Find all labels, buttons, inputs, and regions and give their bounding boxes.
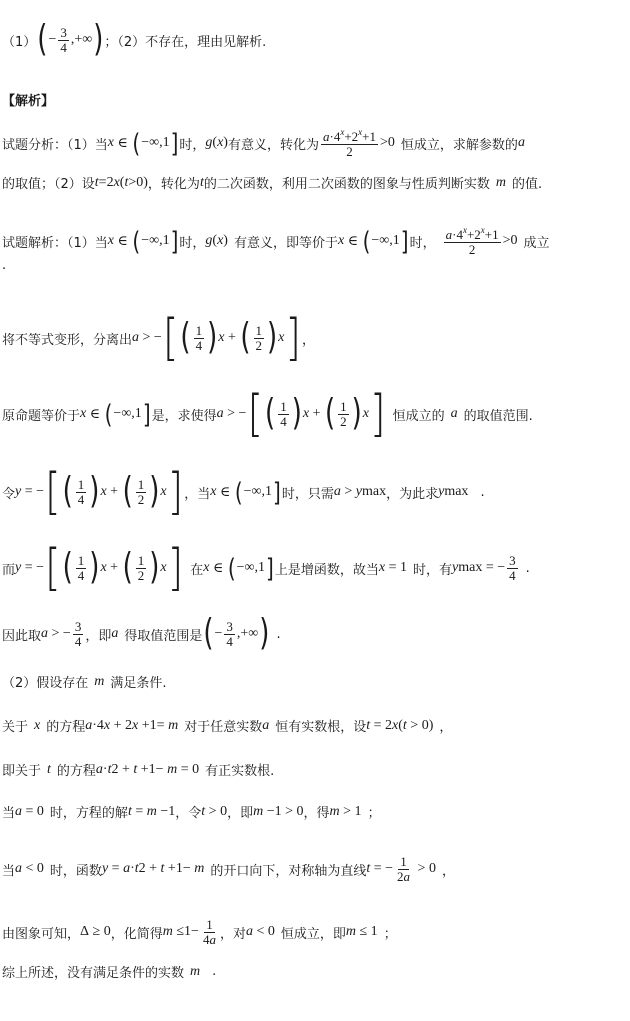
analysis-heading: 【解析】 [2,94,55,109]
solution-line-1: 试题解析：（1）当 x ∈ ( −∞,1 ] 时， g ( x ) 有意义，即等价于 x ∈ ( −∞,1 ] 时， $\frac{a\cdot 4^x+2^x+1}{2}$ >0 成立 [2,225,550,257]
answer-part1: （1） [2,34,37,50]
analysis-line-1: 试题分析：（1）当 x ∈ ( −∞,1 ] 时， g ( x ) 有意义，转化为 $\frac{a\cdot 4^x+2^x+1}{2}$ >0 恒成立，求解参数的 a [2,127,525,159]
solution-line-p3: 关于 x 的方程 a ·4 x + 2 x +1= m 对于任意实数 a 恒有实数根，设 t = 2 x ( t > 0) ， [2,717,453,735]
solution-line-p4: 即关于 t 的方程 a · t 2 + t +1− m = 0 有正实数根. [2,761,275,779]
answer-fraction: $\frac{3}{4}$ [60,25,67,55]
solution-line-p7: 由图象可知， Δ ≥ 0 ，化简得 m ≤1− $\frac{1}{4a}$ ，对 a < 0 恒成立，即 m ≤ 1 ； [2,917,397,947]
solution-line-1-dot: . [2,258,7,273]
solution-line-p5: 当 a = 0 时，方程的解 t = m −1 ，令 t > 0 ，即 m −1 > 0 ，得 m > 1 ； [2,803,381,821]
solution-line-p8: 综上所述，没有满足条件的实数 m . [2,963,217,981]
solution-line-2: 将不等式变形，分离出 a > − [ ( $\frac{1}{4}$ ) x + ( $\frac{1}{2}$ ) x ] ， [2,309,316,367]
solution-line-6: 因此取 a > − $\frac{3}{4}$ ，即 a 得取值范围是 ( − $\frac{3}{4}$ ,+∞ ) . [2,613,281,656]
solution-line-p6: 当 a < 0 时，函数 y = a · t 2 + t +1− m 的开口向下，对称轴为直线 t = − $\frac{1}{2a}$ > 0 ， [2,854,455,884]
solution-line-5: 而 y = − [ ( $\frac{1}{4}$ ) x + ( $\frac{1}{2}$ ) x ] 在 x ∈ ( −∞,1 ] 上是增函数，故当 x = 1 时，有 y max = − $\frac{3}{4}$ . [2,539,530,597]
solution-line-4: 令 y = − [ ( $\frac{1}{4}$ ) x + ( $\frac{1}{2}$ ) x ] ，当 x ∈ ( −∞,1 ] 时，只需 a > y max ，为此求 y max . [2,463,485,521]
answer-part2: ；（2）不存在，理由见解析. [104,34,267,50]
solution-line-3: 原命题等价于 x ∈ ( −∞,1 ] 是，求使得 a > − [ ( $\frac{1}{4}$ ) x + ( $\frac{1}{2}$ ) x ] 恒成立的 a 的取值范围. [2,385,533,443]
analysis-line-2: 的取值；（2）设 t =2 x ( t >0) ，转化为 t 的二次函数，利用二次函数的图象与性质判断实数 m 的值. [2,174,543,192]
answer-line: （1） ( − $\frac{3}{4}$ ,+∞ ) ；（2）不存在，理由见解析. [2,19,267,62]
solution-part2-intro: （2）假设存在 m 满足条件. [2,673,167,691]
